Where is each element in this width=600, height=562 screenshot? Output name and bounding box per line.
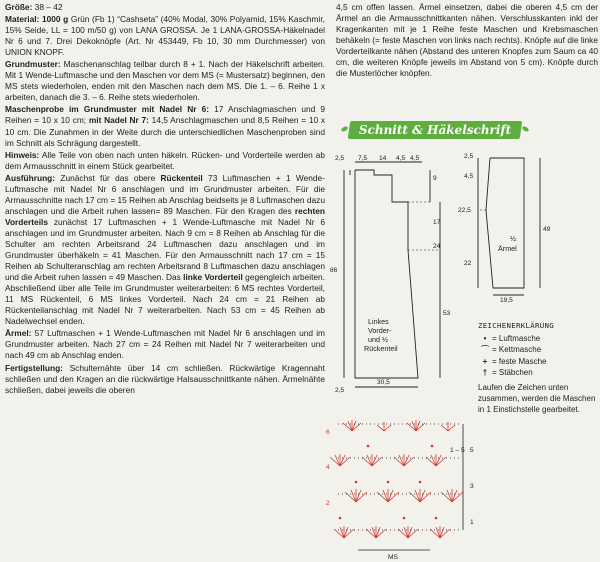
row-number-2: 2 bbox=[326, 500, 330, 507]
chain-stitch-icon: • bbox=[483, 333, 487, 343]
body-schematic bbox=[330, 150, 470, 400]
single-crochet-icon: + bbox=[482, 356, 488, 366]
dim-30-5: 30,5 bbox=[377, 379, 390, 386]
dim-7-5: 7,5 bbox=[358, 155, 368, 162]
finishing-paragraph: Fertigstellung: Schulternähte über 14 cm schließen. Rückwärtige Kragennaht schließen und den Kragen an die rückwärtige Halsausschnittkante nähen. Ärmelnähte schließen, dabei jeweils die oberen bbox=[5, 362, 325, 395]
row-number-5: 5 bbox=[470, 447, 474, 454]
body-label-1: Linkes bbox=[368, 317, 389, 326]
sleeve-dim-2-5: 2,5 bbox=[464, 153, 474, 160]
sleeve-half: ½ bbox=[510, 234, 516, 243]
dim-4-5: 4,5 bbox=[396, 155, 406, 162]
dim-24: 24 bbox=[433, 243, 441, 250]
legend-note: Laufen die Zeichen unten zusammen, werden die Maschen in 1 Einstichstelle gearbeitet. bbox=[478, 382, 596, 414]
legend-row-kettmasche: ⌒ = Kettmasche bbox=[478, 344, 596, 356]
double-crochet-icon: † bbox=[482, 368, 488, 377]
section-banner bbox=[339, 118, 529, 142]
legend-row-staebchen: † = Stäbchen bbox=[478, 367, 596, 379]
sleeve-dim-4-5: 4,5 bbox=[464, 173, 474, 180]
dim-9: 9 bbox=[433, 175, 437, 182]
instructions-right-column bbox=[336, 2, 598, 80]
material-paragraph: Material: 1000 g Grün (Fb 1) “Cashseta” (40% Modal, 30% Polyamid, 15% Kaschmir, 15% Seide, LL = 100 m/50 g) von LANA GROSSA. Je 1 LANA-GROSSA-Häkelnadel Nr 6 und 7. Drei Dekoknöpfe (Art. Nr 453449, Fb 10, 30 mm Durchmesser) von UNION KNOPF. bbox=[5, 14, 325, 58]
dim-86: 86 bbox=[330, 267, 338, 274]
execution-paragraph: Ausführung: Zunächst für das obere Rückenteil 73 Luftmaschen + 1 Wende-Luftmasche mit Nadel Nr 6 anschlagen und im Grundmuster arbeiten. Für die Armausschnitte nach 17 cm = 15 Reihen ab Anschlag beidseits je 8 Luftmaschen dazu anschlagen und die Arbeit ruhen lassen= 89 Maschen. Für den Kragen des rechten Vorderteils zunächst 17 Luftmaschen + 1 Wende-Luftmasche mit Nadel Nr 6 anschlagen und im Grundmuster arbeiten. Nach 9 cm = 8 Reihen ab Anschlag für die Schulter am rechten Arbeitsrand 24 Luftmaschen dazu anschlagen und im Grundmuster überhäkeln = 41 Maschen. Für den Armausschnitt nach 17 cm = 15 Reihen ab Schulteranschlag am rechten Arbeitsrand 8 Luftmaschen dazu anschlagen und die Arbeit ruhen lassen = 49 Maschen. Das linke Vorderteil gegengleich arbeiten. Abschließend über alle Teile im Grundmuster weiterarbeiten: 6 MS rechtes Vorderteil, 11 MS Rückenteil, 6 MS linkes Vorderteil. Nach 24 cm = 21 Reihen ab Rückenteilanschlag mit Nadel Nr 7 weiterarbeiten. Nach 53 cm = 45 Reihen ab Nadelwechsel enden. bbox=[5, 172, 325, 327]
crochet-chart bbox=[320, 418, 480, 562]
row-number-3: 3 bbox=[470, 483, 474, 490]
sleeve-label: Ärmel bbox=[498, 244, 517, 253]
row-number-6: 6 bbox=[326, 429, 330, 436]
banner-title: Schnitt & Häkelschrift bbox=[358, 123, 512, 137]
legend-heading: ZEICHENERKLÄRUNG bbox=[478, 321, 554, 330]
symbol-legend bbox=[478, 320, 596, 415]
row-range: 1 – 5 bbox=[450, 447, 465, 454]
finishing-continued: 4,5 cm offen lassen. Ärmel einsetzen, dabei die oberen 4,5 cm der Ärmel an die Armausschnittkanten nähen. Verschlusskanten inkl der Kragenkanten mit je 1 Reihe feste Maschen und Krebsmaschen behäkeln (= feste Maschen von links nach rechts). Knöpfe auf die linke Vorderteilkante nähen (Abstand des unteren Knopfes zum Saum ca 40 cm, die weiteren Knöpfe jeweils im Abstand von 5 cm). Knöpfe durch die Musterlöcher knöpfen. bbox=[336, 2, 598, 79]
dim-2-5-top: 2,5 bbox=[335, 155, 345, 162]
dim-4-5b: 4,5 bbox=[410, 155, 420, 162]
sleeve-paragraph: Ärmel: 57 Luftmaschen + 1 Wende-Luftmaschen mit Nadel Nr 6 anschlagen und im Grundmuster arbeiten. Nach 27 cm = 24 Reihen mit Nadel Nr 7 weiterarbeiten und nach 49 cm ab Anschlag enden. bbox=[5, 328, 325, 361]
sleeve-outline bbox=[486, 158, 524, 288]
size-paragraph: Größe: 38 – 42 bbox=[5, 2, 63, 12]
row-number-1: 1 bbox=[470, 519, 474, 526]
instructions-left-column bbox=[5, 2, 325, 397]
sleeve-dim-22-5: 22,5 bbox=[458, 207, 471, 214]
slip-stitch-icon: ⌒ bbox=[481, 345, 489, 354]
basic-pattern-paragraph: Grundmuster: Maschenanschlag teilbar durch 8 + 1. Nach der Häkelschrift arbeiten. Mit 1 Wende-Luftmasche und den Maschen vor dem MS (= Mustersatz) beginnen, den MS stets wiederholen, enden mit den Maschen nach dem MS. Die 1. – 6. Reihe 1 x arbeiten, danach die 3. – 6. Reihe stets wiederholen. bbox=[5, 59, 325, 103]
sleeve-dim-19-5: 19,5 bbox=[500, 297, 513, 304]
fan-row-1 bbox=[334, 526, 450, 538]
sleeve-dim-22: 22 bbox=[464, 260, 472, 267]
sleeve-dim-49: 49 bbox=[543, 226, 551, 233]
dim-14: 14 bbox=[379, 155, 387, 162]
body-label-2: Vorder- bbox=[368, 326, 392, 335]
row-number-4: 4 bbox=[326, 464, 330, 471]
body-label-4: Rückenteil bbox=[364, 344, 398, 353]
sleeve-schematic bbox=[458, 150, 598, 304]
dim-53: 53 bbox=[443, 310, 451, 317]
note-paragraph: Hinweis: Alle Teile von oben nach unten häkeln. Rücken- und Vorderteile werden ab dem Armausschnitt in einem Stück gearbeitet. bbox=[5, 149, 325, 171]
gauge-paragraph: Maschenprobe im Grundmuster mit Nadel Nr 6: 17 Anschlagmaschen und 9 Reihen = 10 x 10 cm; mit Nadel Nr 7: 14,5 Anschlagmaschen und 8,5 Reihen = 10 x 10 cm. Die Zunahmen in der Weite durch die unterschiedlichen Maschenproben sind im Schnitt als Schrägung dargestellt. bbox=[5, 104, 325, 148]
legend-row-feste-masche: + = feste Masche bbox=[478, 356, 596, 368]
pattern-repeat-label: MS bbox=[388, 554, 398, 561]
dim-2-5-bottom: 2,5 bbox=[335, 387, 345, 394]
legend-row-luftmasche: • = Luftmasche bbox=[478, 333, 596, 345]
body-label-3: und ½ bbox=[368, 335, 388, 344]
dim-17: 17 bbox=[433, 219, 441, 226]
